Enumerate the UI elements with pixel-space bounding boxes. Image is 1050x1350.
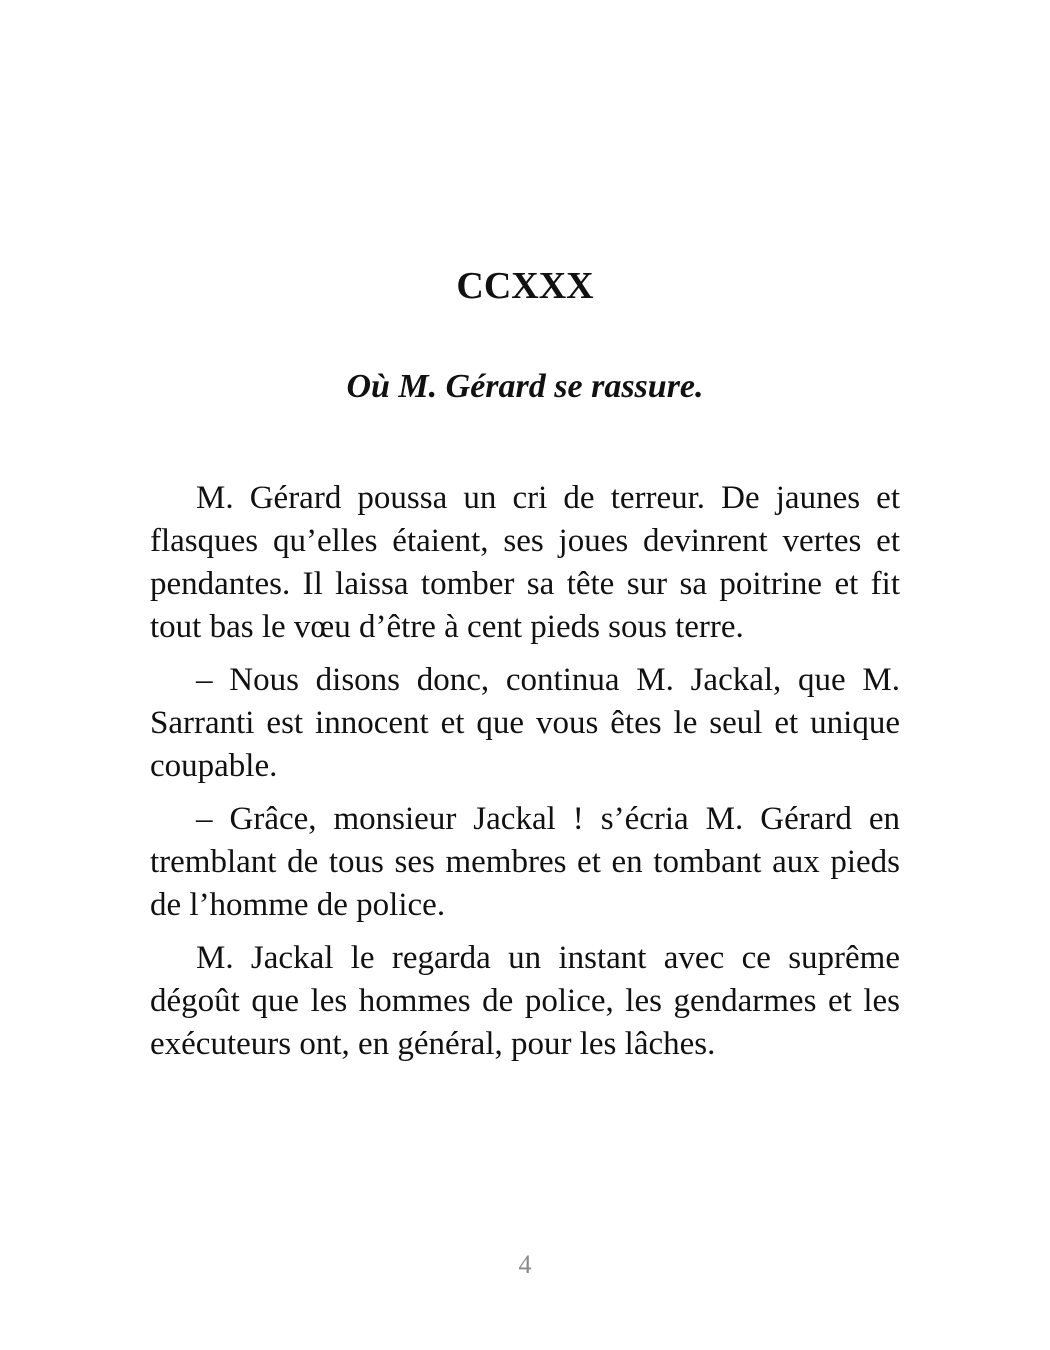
paragraph: – Nous disons donc, continua M. Jackal, que M. Sarranti est innocent et que vous êtes le seul et unique coupable. [150, 662, 900, 784]
paragraph: M. Gérard poussa un cri de terreur. De jaunes et flasques qu’elles étaient, ses joues devinrent vertes et pendantes. Il laissa tomber sa tête sur sa poitrine et fit tout bas le vœu d’être à cent pieds sous terre. [150, 480, 900, 645]
paragraph: – Grâce, monsieur Jackal ! s’écria M. Gérard en tremblant de tous ses membres et en tombant aux pieds de l’homme de police. [150, 801, 900, 923]
page-number: 4 [518, 1250, 532, 1279]
chapter-title: Où M. Gérard se rassure. [346, 368, 704, 405]
paragraph: M. Jackal le regarda un instant avec ce suprême dégoût que les hommes de police, les gendarmes et les exécuteurs ont, en général, pour les lâches. [150, 940, 900, 1062]
chapter-number: CCXXX [456, 265, 594, 307]
chapter-body [150, 477, 900, 1076]
